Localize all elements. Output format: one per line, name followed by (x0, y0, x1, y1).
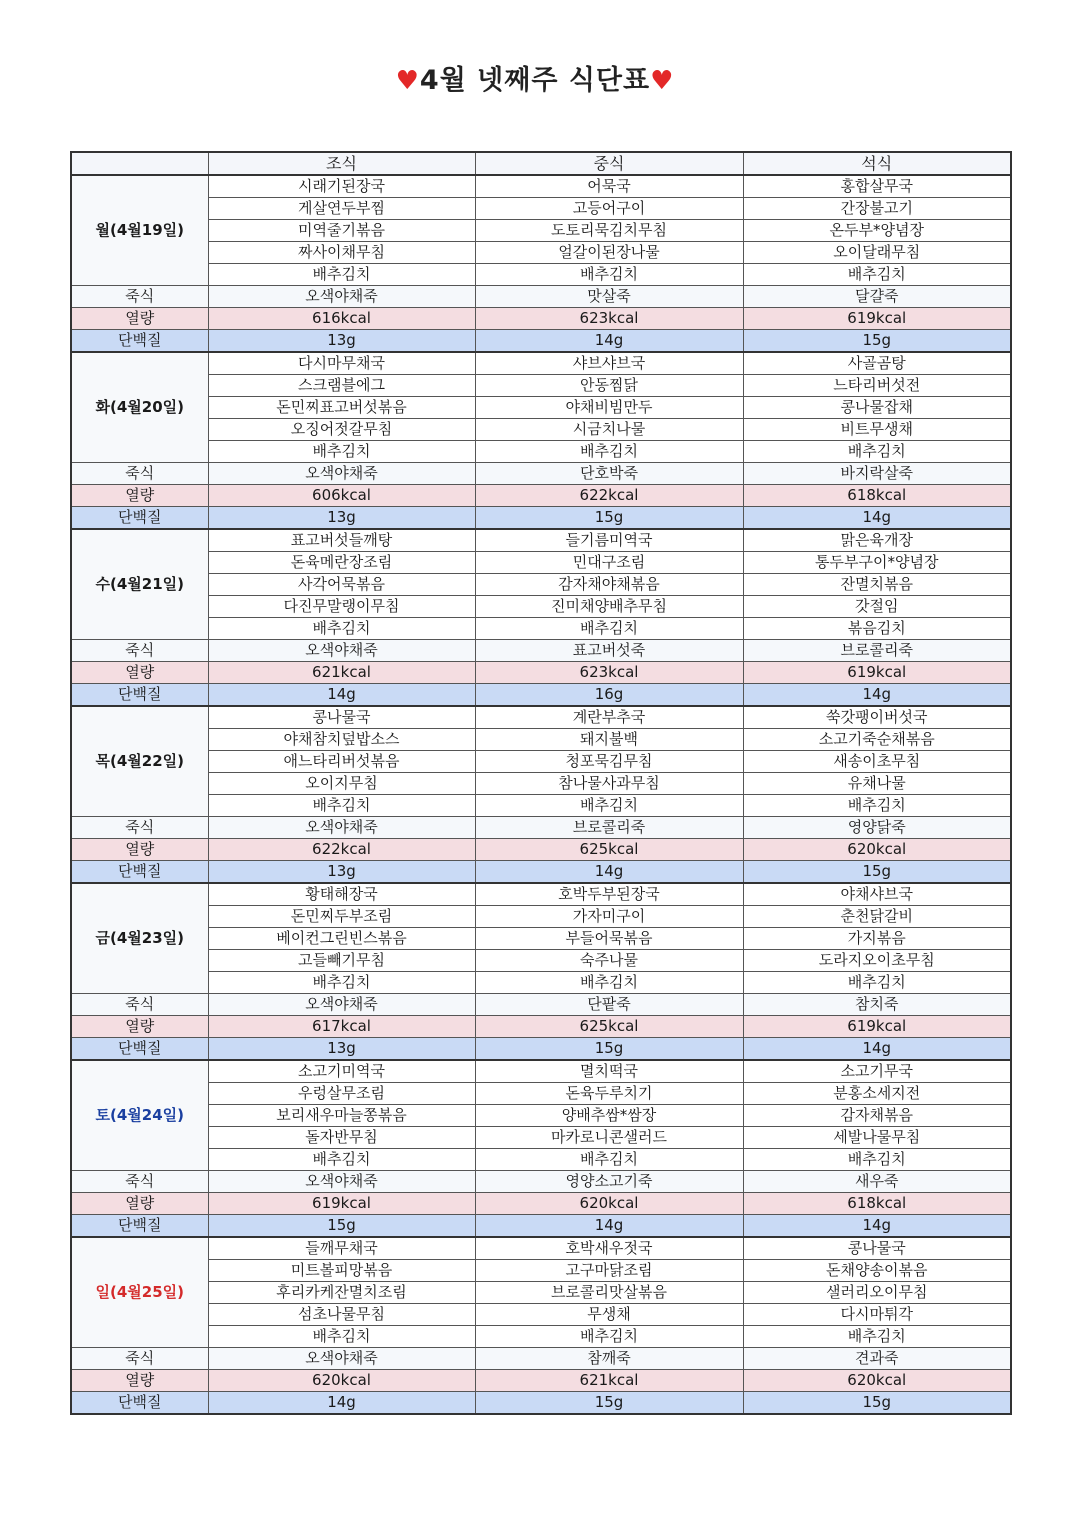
protein-row (71, 684, 1011, 707)
porridge-label: 죽식 (71, 286, 208, 308)
dinner-kcal: 620kcal (743, 839, 1011, 861)
lunch-dish: 숙주나물 (475, 950, 743, 972)
table-row (71, 1083, 1011, 1105)
lunch-dish: 배추김치 (475, 618, 743, 640)
breakfast-porridge: 오색야채죽 (208, 640, 475, 662)
table-row (71, 706, 1011, 729)
lunch-protein: 14g (475, 330, 743, 353)
table-row (71, 529, 1011, 552)
dinner-dish: 유채나물 (743, 773, 1011, 795)
lunch-dish: 민대구조림 (475, 552, 743, 574)
table-row (71, 1060, 1011, 1083)
breakfast-porridge: 오색야채죽 (208, 994, 475, 1016)
table-row (71, 1237, 1011, 1260)
lunch-dish: 고구마닭조림 (475, 1260, 743, 1282)
protein-label: 단백질 (71, 684, 208, 707)
table-row (71, 198, 1011, 220)
protein-label: 단백질 (71, 861, 208, 884)
dinner-protein: 14g (743, 1215, 1011, 1238)
dinner-kcal: 619kcal (743, 662, 1011, 684)
breakfast-protein: 14g (208, 1392, 475, 1415)
kcal-row (71, 1370, 1011, 1392)
kcal-row (71, 308, 1011, 330)
table-row (71, 375, 1011, 397)
lunch-dish: 호박새우젓국 (475, 1237, 743, 1260)
dinner-dish: 돈채양송이볶음 (743, 1260, 1011, 1282)
table-row (71, 928, 1011, 950)
breakfast-porridge: 오색야채죽 (208, 463, 475, 485)
table-row (71, 906, 1011, 928)
table-row (71, 264, 1011, 286)
dinner-dish: 갓절임 (743, 596, 1011, 618)
breakfast-kcal: 622kcal (208, 839, 475, 861)
dinner-dish: 배추김치 (743, 441, 1011, 463)
dinner-dish: 비트무생채 (743, 419, 1011, 441)
dinner-dish: 간장불고기 (743, 198, 1011, 220)
dinner-dish: 소고기무국 (743, 1060, 1011, 1083)
table-row (71, 1326, 1011, 1348)
dinner-dish: 가지볶음 (743, 928, 1011, 950)
lunch-dish: 들기름미역국 (475, 529, 743, 552)
table-row (71, 729, 1011, 751)
lunch-kcal: 625kcal (475, 1016, 743, 1038)
lunch-dish: 청포묵김무침 (475, 751, 743, 773)
dinner-dish: 맑은육개장 (743, 529, 1011, 552)
breakfast-dish: 사각어묵볶음 (208, 574, 475, 596)
breakfast-kcal: 606kcal (208, 485, 475, 507)
breakfast-porridge: 오색야채죽 (208, 1348, 475, 1370)
breakfast-dish: 보리새우마늘쫑볶음 (208, 1105, 475, 1127)
protein-row (71, 507, 1011, 530)
dinner-kcal: 619kcal (743, 308, 1011, 330)
breakfast-porridge: 오색야채죽 (208, 286, 475, 308)
dinner-porridge: 브로콜리죽 (743, 640, 1011, 662)
dinner-dish: 새송이초무침 (743, 751, 1011, 773)
table-row (71, 574, 1011, 596)
kcal-label: 열량 (71, 485, 208, 507)
table-row (71, 352, 1011, 375)
lunch-porridge: 브로콜리죽 (475, 817, 743, 839)
breakfast-dish: 배추김치 (208, 1326, 475, 1348)
lunch-dish: 샤브샤브국 (475, 352, 743, 375)
protein-label: 단백질 (71, 1038, 208, 1061)
breakfast-porridge: 오색야채죽 (208, 1171, 475, 1193)
dinner-protein: 14g (743, 1038, 1011, 1061)
table-row (71, 242, 1011, 264)
breakfast-kcal: 621kcal (208, 662, 475, 684)
dinner-dish: 배추김치 (743, 972, 1011, 994)
lunch-kcal: 620kcal (475, 1193, 743, 1215)
lunch-kcal: 625kcal (475, 839, 743, 861)
dinner-protein: 15g (743, 330, 1011, 353)
table-row (71, 1149, 1011, 1171)
table-row (71, 397, 1011, 419)
lunch-porridge: 단호박죽 (475, 463, 743, 485)
table-row (71, 175, 1011, 198)
breakfast-protein: 13g (208, 507, 475, 530)
header-dinner: 석식 (743, 152, 1011, 175)
day-label: 금(4월23일) (71, 883, 208, 994)
dinner-dish: 콩나물잡채 (743, 397, 1011, 419)
breakfast-dish: 배추김치 (208, 972, 475, 994)
lunch-dish: 배추김치 (475, 264, 743, 286)
table-row (71, 1105, 1011, 1127)
lunch-porridge: 참깨죽 (475, 1348, 743, 1370)
dinner-kcal: 618kcal (743, 1193, 1011, 1215)
lunch-dish: 무생채 (475, 1304, 743, 1326)
breakfast-dish: 짜사이채무침 (208, 242, 475, 264)
protein-row (71, 330, 1011, 353)
dinner-porridge: 달걀죽 (743, 286, 1011, 308)
porridge-label: 죽식 (71, 817, 208, 839)
breakfast-dish: 다시마무채국 (208, 352, 475, 375)
dinner-dish: 다시마튀각 (743, 1304, 1011, 1326)
lunch-dish: 배추김치 (475, 1149, 743, 1171)
breakfast-dish: 돈민찌표고버섯볶음 (208, 397, 475, 419)
dinner-kcal: 618kcal (743, 485, 1011, 507)
porridge-label: 죽식 (71, 463, 208, 485)
kcal-label: 열량 (71, 1370, 208, 1392)
day-label: 월(4월19일) (71, 175, 208, 286)
lunch-dish: 배추김치 (475, 441, 743, 463)
dinner-dish: 소고기죽순채볶음 (743, 729, 1011, 751)
lunch-protein: 16g (475, 684, 743, 707)
lunch-kcal: 623kcal (475, 308, 743, 330)
breakfast-dish: 고들빼기무침 (208, 950, 475, 972)
porridge-label: 죽식 (71, 1348, 208, 1370)
table-row (71, 751, 1011, 773)
day-label: 토(4월24일) (71, 1060, 208, 1171)
dinner-dish: 도라지오이초무침 (743, 950, 1011, 972)
title-text: 4월 넷째주 식단표 (419, 65, 651, 96)
dinner-dish: 배추김치 (743, 1326, 1011, 1348)
lunch-dish: 호박두부된장국 (475, 883, 743, 906)
dinner-dish: 배추김치 (743, 795, 1011, 817)
breakfast-dish: 배추김치 (208, 618, 475, 640)
lunch-protein: 14g (475, 861, 743, 884)
lunch-protein: 15g (475, 507, 743, 530)
breakfast-dish: 시래기된장국 (208, 175, 475, 198)
dinner-dish: 감자채볶음 (743, 1105, 1011, 1127)
dinner-dish: 온두부*양념장 (743, 220, 1011, 242)
lunch-dish: 안동찜닭 (475, 375, 743, 397)
protein-label: 단백질 (71, 1215, 208, 1238)
heart-icon: ♥ (650, 66, 675, 96)
breakfast-dish: 베이컨그린빈스볶음 (208, 928, 475, 950)
dinner-dish: 오이달래무침 (743, 242, 1011, 264)
dinner-dish: 배추김치 (743, 1149, 1011, 1171)
breakfast-protein: 13g (208, 330, 475, 353)
table-row (71, 552, 1011, 574)
breakfast-dish: 배추김치 (208, 264, 475, 286)
lunch-protein: 15g (475, 1038, 743, 1061)
kcal-row (71, 485, 1011, 507)
page-title (0, 58, 1070, 97)
dinner-dish: 야채샤브국 (743, 883, 1011, 906)
breakfast-protein: 13g (208, 1038, 475, 1061)
porridge-row (71, 1348, 1011, 1370)
breakfast-kcal: 619kcal (208, 1193, 475, 1215)
breakfast-dish: 섬초나물무침 (208, 1304, 475, 1326)
breakfast-dish: 황태해장국 (208, 883, 475, 906)
dinner-kcal: 620kcal (743, 1370, 1011, 1392)
dinner-dish: 잔멸치볶음 (743, 574, 1011, 596)
breakfast-dish: 배추김치 (208, 1149, 475, 1171)
breakfast-dish: 미역줄기볶음 (208, 220, 475, 242)
day-label: 수(4월21일) (71, 529, 208, 640)
lunch-dish: 얼갈이된장나물 (475, 242, 743, 264)
porridge-row (71, 463, 1011, 485)
dinner-protein: 15g (743, 1392, 1011, 1415)
heart-icon: ♥ (395, 66, 420, 96)
lunch-dish: 어묵국 (475, 175, 743, 198)
porridge-label: 죽식 (71, 640, 208, 662)
porridge-row (71, 286, 1011, 308)
dinner-dish: 홍합살무국 (743, 175, 1011, 198)
dinner-kcal: 619kcal (743, 1016, 1011, 1038)
breakfast-dish: 배추김치 (208, 441, 475, 463)
dinner-dish: 통두부구이*양념장 (743, 552, 1011, 574)
dinner-protein: 15g (743, 861, 1011, 884)
breakfast-dish: 돌자반무침 (208, 1127, 475, 1149)
lunch-dish: 시금치나물 (475, 419, 743, 441)
porridge-label: 죽식 (71, 994, 208, 1016)
header-blank (71, 152, 208, 175)
breakfast-dish: 배추김치 (208, 795, 475, 817)
kcal-row (71, 839, 1011, 861)
porridge-row (71, 1171, 1011, 1193)
lunch-dish: 계란부추국 (475, 706, 743, 729)
breakfast-dish: 우렁살무조림 (208, 1083, 475, 1105)
meal-plan-table (70, 151, 1012, 1415)
kcal-row (71, 1016, 1011, 1038)
header-breakfast: 조식 (208, 152, 475, 175)
dinner-dish: 콩나물국 (743, 1237, 1011, 1260)
dinner-porridge: 견과죽 (743, 1348, 1011, 1370)
protein-row (71, 861, 1011, 884)
breakfast-kcal: 620kcal (208, 1370, 475, 1392)
breakfast-protein: 13g (208, 861, 475, 884)
breakfast-dish: 오징어젓갈무침 (208, 419, 475, 441)
lunch-dish: 배추김치 (475, 1326, 743, 1348)
dinner-dish: 춘천닭갈비 (743, 906, 1011, 928)
lunch-kcal: 621kcal (475, 1370, 743, 1392)
porridge-row (71, 994, 1011, 1016)
dinner-porridge: 참치죽 (743, 994, 1011, 1016)
lunch-dish: 진미채양배추무침 (475, 596, 743, 618)
lunch-protein: 14g (475, 1215, 743, 1238)
dinner-dish: 사골곰탕 (743, 352, 1011, 375)
breakfast-dish: 콩나물국 (208, 706, 475, 729)
porridge-row (71, 640, 1011, 662)
breakfast-dish: 게살연두부찜 (208, 198, 475, 220)
day-label: 일(4월25일) (71, 1237, 208, 1348)
table-header-row (71, 152, 1011, 175)
breakfast-protein: 14g (208, 684, 475, 707)
lunch-dish: 야채비빔만두 (475, 397, 743, 419)
lunch-dish: 멸치떡국 (475, 1060, 743, 1083)
kcal-row (71, 662, 1011, 684)
dinner-dish: 쑥갓팽이버섯국 (743, 706, 1011, 729)
dinner-porridge: 새우죽 (743, 1171, 1011, 1193)
dinner-dish: 배추김치 (743, 264, 1011, 286)
table-row (71, 1260, 1011, 1282)
dinner-dish: 샐러리오이무침 (743, 1282, 1011, 1304)
lunch-dish: 브로콜리맛살볶음 (475, 1282, 743, 1304)
table-row (71, 419, 1011, 441)
table-row (71, 441, 1011, 463)
breakfast-dish: 애느타리버섯볶음 (208, 751, 475, 773)
lunch-protein: 15g (475, 1392, 743, 1415)
table-row (71, 972, 1011, 994)
lunch-dish: 돈육두루치기 (475, 1083, 743, 1105)
lunch-dish: 참나물사과무침 (475, 773, 743, 795)
dinner-porridge: 바지락살죽 (743, 463, 1011, 485)
table-row (71, 618, 1011, 640)
breakfast-kcal: 616kcal (208, 308, 475, 330)
breakfast-porridge: 오색야채죽 (208, 817, 475, 839)
breakfast-dish: 야채참치덮밥소스 (208, 729, 475, 751)
lunch-porridge: 영양소고기죽 (475, 1171, 743, 1193)
breakfast-dish: 돈육메란장조림 (208, 552, 475, 574)
breakfast-dish: 오이지무침 (208, 773, 475, 795)
protein-label: 단백질 (71, 507, 208, 530)
breakfast-dish: 다진무말랭이무침 (208, 596, 475, 618)
lunch-dish: 가자미구이 (475, 906, 743, 928)
lunch-dish: 부들어묵볶음 (475, 928, 743, 950)
protein-row (71, 1215, 1011, 1238)
table-row (71, 883, 1011, 906)
breakfast-dish: 미트볼피망볶음 (208, 1260, 475, 1282)
porridge-label: 죽식 (71, 1171, 208, 1193)
lunch-kcal: 622kcal (475, 485, 743, 507)
dinner-porridge: 영양닭죽 (743, 817, 1011, 839)
kcal-label: 열량 (71, 1016, 208, 1038)
breakfast-kcal: 617kcal (208, 1016, 475, 1038)
protein-label: 단백질 (71, 330, 208, 353)
kcal-row (71, 1193, 1011, 1215)
lunch-dish: 배추김치 (475, 795, 743, 817)
lunch-dish: 감자채야채볶음 (475, 574, 743, 596)
breakfast-dish: 소고기미역국 (208, 1060, 475, 1083)
table-row (71, 1127, 1011, 1149)
table-row (71, 1282, 1011, 1304)
porridge-row (71, 817, 1011, 839)
breakfast-dish: 스크램블에그 (208, 375, 475, 397)
table-row (71, 795, 1011, 817)
lunch-porridge: 표고버섯죽 (475, 640, 743, 662)
dinner-protein: 14g (743, 507, 1011, 530)
protein-row (71, 1392, 1011, 1415)
kcal-label: 열량 (71, 662, 208, 684)
day-label: 화(4월20일) (71, 352, 208, 463)
dinner-dish: 세발나물무침 (743, 1127, 1011, 1149)
kcal-label: 열량 (71, 1193, 208, 1215)
table-row (71, 596, 1011, 618)
lunch-dish: 도토리묵김치무침 (475, 220, 743, 242)
lunch-porridge: 맛살죽 (475, 286, 743, 308)
breakfast-dish: 표고버섯들깨탕 (208, 529, 475, 552)
table-row (71, 773, 1011, 795)
table-row (71, 1304, 1011, 1326)
table-row (71, 950, 1011, 972)
lunch-dish: 고등어구이 (475, 198, 743, 220)
dinner-dish: 분홍소세지전 (743, 1083, 1011, 1105)
lunch-dish: 돼지불백 (475, 729, 743, 751)
breakfast-dish: 돈민찌두부조림 (208, 906, 475, 928)
dinner-dish: 느타리버섯전 (743, 375, 1011, 397)
header-lunch: 중식 (475, 152, 743, 175)
kcal-label: 열량 (71, 839, 208, 861)
day-label: 목(4월22일) (71, 706, 208, 817)
breakfast-dish: 들깨무채국 (208, 1237, 475, 1260)
lunch-dish: 양배추쌈*쌈장 (475, 1105, 743, 1127)
dinner-protein: 14g (743, 684, 1011, 707)
table-body (71, 175, 1011, 1414)
protein-label: 단백질 (71, 1392, 208, 1415)
breakfast-dish: 후리카케잔멸치조림 (208, 1282, 475, 1304)
lunch-porridge: 단팥죽 (475, 994, 743, 1016)
breakfast-protein: 15g (208, 1215, 475, 1238)
lunch-kcal: 623kcal (475, 662, 743, 684)
lunch-dish: 배추김치 (475, 972, 743, 994)
lunch-dish: 마카로니콘샐러드 (475, 1127, 743, 1149)
table-row (71, 220, 1011, 242)
kcal-label: 열량 (71, 308, 208, 330)
protein-row (71, 1038, 1011, 1061)
dinner-dish: 볶음김치 (743, 618, 1011, 640)
